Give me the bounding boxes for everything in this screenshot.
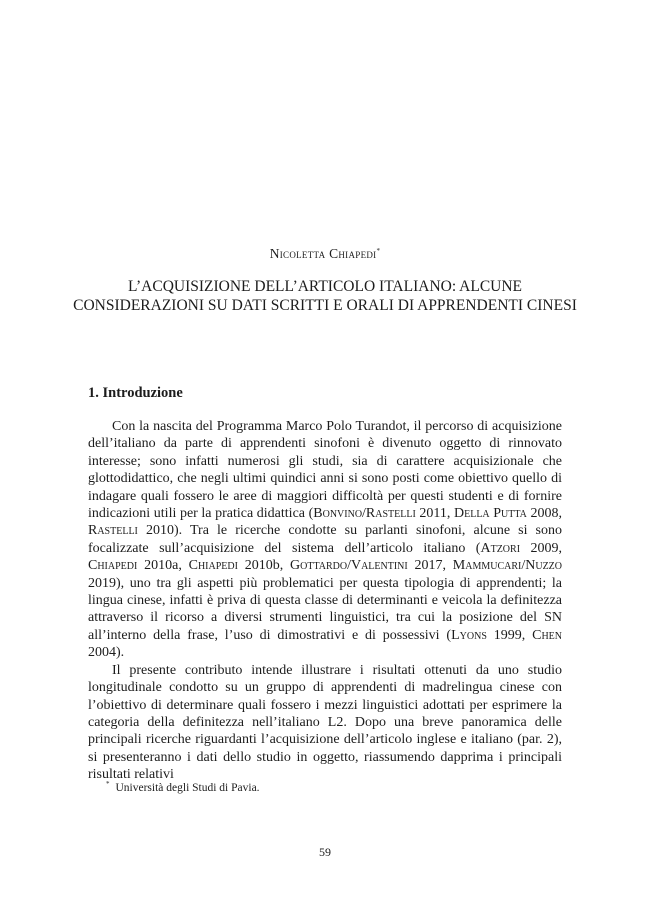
author-footnote-marker: * <box>376 247 381 255</box>
paragraph-2: Il presente contributo intende illustrare i risultati ottenuti da uno studio longitudinale condotto su un gruppo di apprendenti di madrelingua cinese con l’obiettivo di determinare quali fossero i mezzi linguistici adottati per esprimere la categoria della definitezza nell’italiano L2. Dopo una breve panoramica delle principali ricerche riguardanti l’acquisizione dell’articolo inglese e italiano (par. 2), si presenteranno i dati dello studio in oggetto, riassumendo dapprima i principali risultati relativi <box>88 662 562 783</box>
citation-author: Lyons <box>451 627 487 643</box>
footnote-marker: * <box>106 780 110 788</box>
paragraph-1-text: 2019), uno tra gli aspetti più problematici per questa tipologia di apprendenti; la lingua cinese, infatti è priva di questa classe di determinanti e veicola la definitezza attraverso il ricorso a diversi strumenti linguistici, tra cui la posizione del SN all’interno della frase, l’uso di dimostrativi e di possessivi ( <box>88 575 562 643</box>
author-name-text: Nicoletta Chiapedi <box>269 246 377 261</box>
paragraph-1-text: 2010b, <box>237 558 290 574</box>
page-number: 59 <box>319 845 331 859</box>
citation-author: Atzori <box>480 540 521 556</box>
citation-author: Gottardo/Valentini <box>290 558 408 574</box>
paragraph-1-text: 1999, <box>486 627 533 643</box>
article-title <box>60 277 590 315</box>
citation-author: Della Putta <box>454 506 527 522</box>
paragraph-1-text: 2010a, <box>137 558 189 574</box>
author-name <box>0 246 650 262</box>
article-title-line-1: L’ACQUISIZIONE DELL’ARTICOLO ITALIANO: ALCUNE <box>127 278 523 295</box>
article-title-line-2: CONSIDERAZIONI SU DATI SCRITTI E ORALI DI APPRENDENTI CINESI <box>73 297 577 314</box>
citation-author: Mammucari/Nuzzo <box>452 558 563 574</box>
paragraph-1-text: Con la nascita del Programma Marco Polo Turandot, il percorso di acquisizione dell’italiano da parte di apprendenti sinofoni è divenuto oggetto di rinnovato interesse; sono infatti numerosi gli studi, sia di carattere acquisizionale che glottodidattico, che negli ultimi quindici anni si sono posti come obiettivo quello di indagare quali fossero le aree di maggiori difficoltà per questi studenti e di fornire indicazioni utili per la pratica didattica ( <box>88 419 562 522</box>
section-heading: 1. Introduzione <box>88 385 183 401</box>
footnote <box>106 780 260 794</box>
body-text <box>88 418 562 784</box>
paragraph-1-text: 2009, <box>520 540 563 556</box>
footnote-text: Università degli Studi di Pavia. <box>115 782 260 794</box>
citation-author: Chiapedi <box>88 558 138 574</box>
paragraph-1 <box>88 418 562 662</box>
paragraph-1-text: 2008, <box>526 506 563 522</box>
citation-author: Chiapedi <box>188 558 238 574</box>
citation-author: Rastelli <box>88 523 138 539</box>
citation-author: Chen <box>532 627 563 643</box>
paragraph-1-text: 2004). <box>88 645 125 661</box>
paragraph-1-text: 2011, <box>415 506 454 522</box>
paragraph-1-text: 2017, <box>407 558 453 574</box>
citation-author: Bonvino/Rastelli <box>313 506 416 522</box>
paragraph-1-text: 2010). Tra le ricerche condotte su parlanti sinofoni, alcune si sono focalizzate sull’acquisizione del sistema dell’articolo italiano ( <box>88 523 562 556</box>
